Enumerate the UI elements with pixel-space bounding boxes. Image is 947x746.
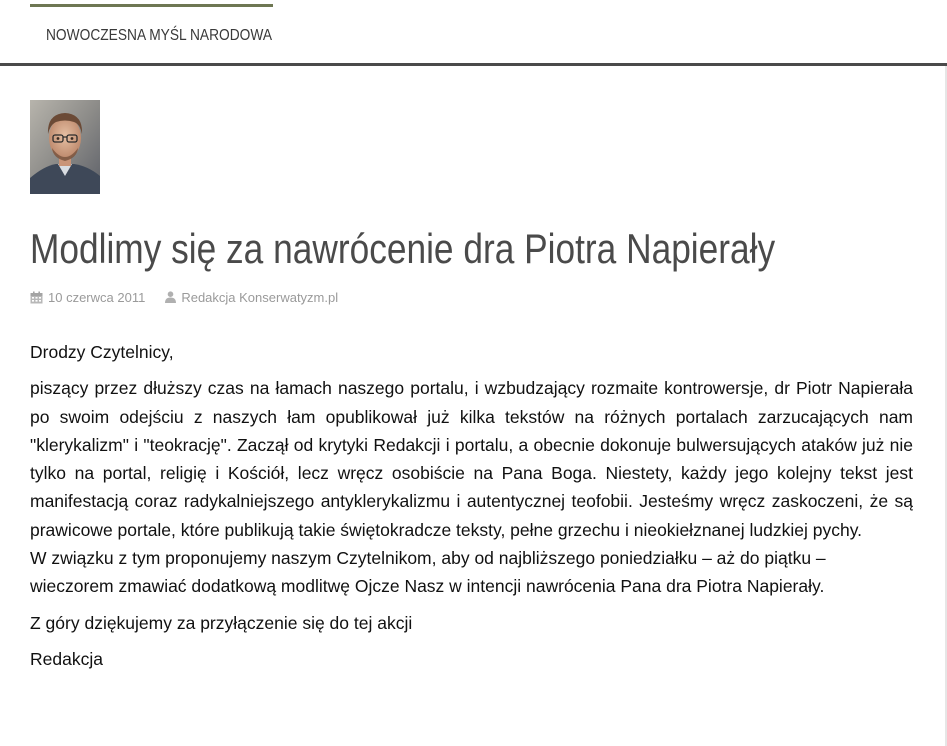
post-date	[30, 290, 145, 305]
closing-line: Z góry dziękujemy za przyłączenie się do tej akcji	[30, 612, 413, 633]
post-author	[165, 290, 338, 305]
post-date-link[interactable]: 10 czerwca 2011	[48, 289, 146, 305]
signature: Redakcja	[30, 648, 103, 669]
author-photo	[30, 100, 100, 194]
article-body	[30, 338, 913, 681]
article-meta	[30, 288, 338, 306]
author-portrait-photo	[30, 100, 100, 194]
greeting: Drodzy Czytelnicy,	[30, 342, 174, 362]
paragraph-1: piszący przez dłuższy czas na łamach naszego portalu, i wzbudzający rozmaite kontrowersje, dr Piotr Napierała po swoim odejściu z naszych łam opublikował już kilka tekstów na różnych portalach zarzucających nam "klerykalizm" i "teokrację". Zaczął od krytyki Redakcji i portalu, a obecnie dokonuje bulwersujących ataków już nie tylko na portal, religię i Kościół, lecz wręcz osobiście na Pana Boga. Niestety, każdy jego kolejny tekst jest manifestacją coraz radykalniejszego antyklerykalizmu i autentycznej teofobii. Jesteśmy wręcz zaskoczeni, że są prawicowe portale, które publikują takie świętokradcze teksty, pełne grzechu i nieokiełznanej ludzkiej pychy.	[30, 378, 913, 540]
site-nav-tab	[30, 4, 273, 66]
post-author-link[interactable]: Redakcja Konserwatyzm.pl	[181, 289, 339, 305]
site-header	[0, 0, 947, 66]
calendar-icon	[30, 291, 43, 304]
site-name-link[interactable]: NOWOCZESNA MYŚL NARODOWA	[46, 27, 273, 44]
paragraph-2: W związku z tym proponujemy naszym Czytelnikom, aby od najbliższego poniedziałku – aż do piątku – wieczorem zmawiać dodatkową modlitwę Ojcze Nasz w intencji nawrócenia Pana dra Piotra Napierały.	[30, 548, 826, 597]
user-icon	[165, 291, 176, 303]
article-title: Modlimy się za nawrócenie dra Piotra Napierały	[30, 225, 776, 272]
